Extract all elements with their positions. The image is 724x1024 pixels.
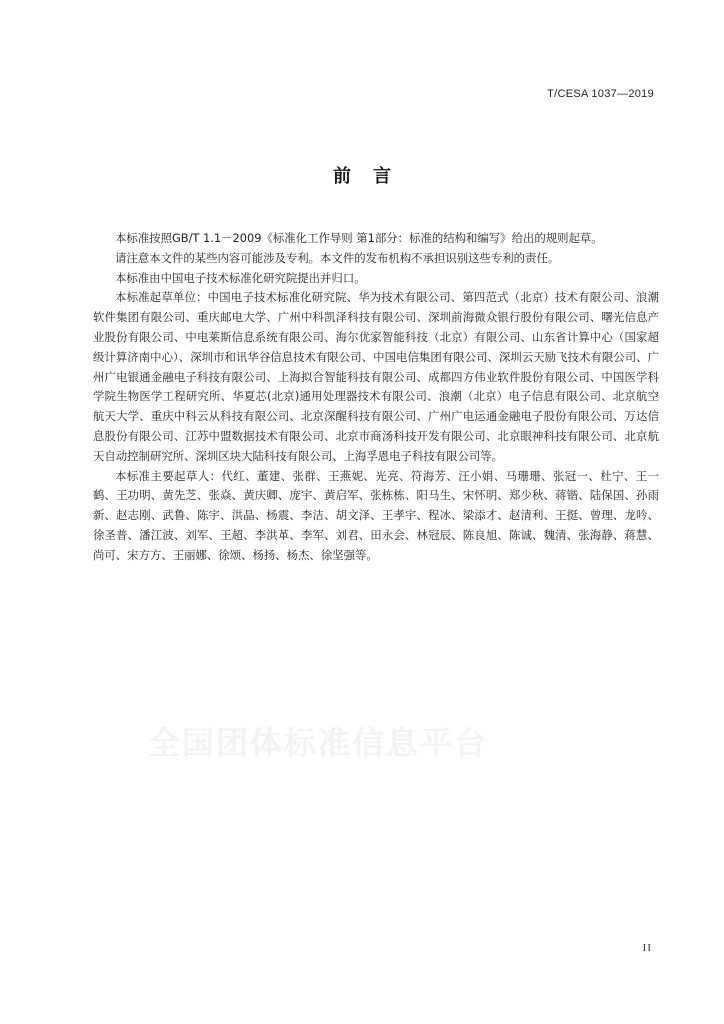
standard-code: T/CESA 1037—2019 [547, 88, 654, 100]
paragraph-patent-notice: 请注意本文件的某些内容可能涉及专利。本文件的发布机构不承担识别这些专利的责任。 [115, 250, 560, 265]
paragraph-drafters: 本标准主要起草人：代红、董建、张群、王燕妮、光亮、符海芳、汪小娟、马珊珊、张冠一、杜宁、王一鹤、王功明、黄先芝、张焱、黄庆卿、庞宇、黄启军、张栋栋、阳马生、宋怀明、郑少秋、蒋锴、陆保国、孙雨新、赵志刚、武鲁、陈宇、洪晶、杨震、李洁、胡文泽、王孝宇、程冰、梁添才、赵清利、王挺、曾理、龙吟、徐圣普、潘江波、刘军、王超、李洪革、李军、刘君、田永会、林冠辰、陈良旭、陈诚、魏清、张海静、蒋慧、尚可、宋方方、王丽娜、徐颂、杨扬、杨杰、徐坚强等。 [93, 468, 659, 562]
page-number: II [642, 942, 652, 954]
paragraph-drafting-units: 本标准起草单位：中国电子技术标准化研究院、华为技术有限公司、第四范式（北京）技术有限公司、浪潮软件集团有限公司、重庆邮电大学、广州中科凯泽科技有限公司、深圳前海微众银行股份有限公司、曙光信息产业股份有限公司、中电莱斯信息系统有限公司、海尔优家智能科技（北京）有限公司、山东省计算中心（国家超级计算济南中心）、深圳市和讯华谷信息技术有限公司、中国电信集团有限公司、深圳云天励飞技术有限公司、广州广电银通金融电子科技有限公司、上海拟合智能科技有限公司、成都四方伟业软件股份有限公司、中国医学科学院生物医学工程研究所、华夏芯(北京)通用处理器技术有限公司、浪潮（北京）电子信息有限公司、北京航空航天大学、重庆中科云从科技有限公司、北京深醒科技有限公司、广州广电运通金融电子股份有限公司、万达信息股份有限公司、江苏中盟数据技术有限公司、北京市商汤科技开发有限公司、北京眼神科技有限公司、北京航天自动控制研究所、深圳区块大陆科技有限公司、上海孚恩电子科技有限公司等。 [93, 290, 659, 463]
paragraph-drafting-rules: 本标准按照GB/T 1.1－2009《标准化工作导则 第1部分：标准的结构和编写》给出的规则起草。 [115, 231, 603, 245]
watermark: 全国团体标准信息平台 [148, 724, 489, 762]
foreword-body [93, 229, 659, 566]
paragraph-proposer: 本标准由中国电子技术标准化研究院提出并归口。 [115, 270, 366, 285]
page-title: 前言 [333, 166, 413, 187]
